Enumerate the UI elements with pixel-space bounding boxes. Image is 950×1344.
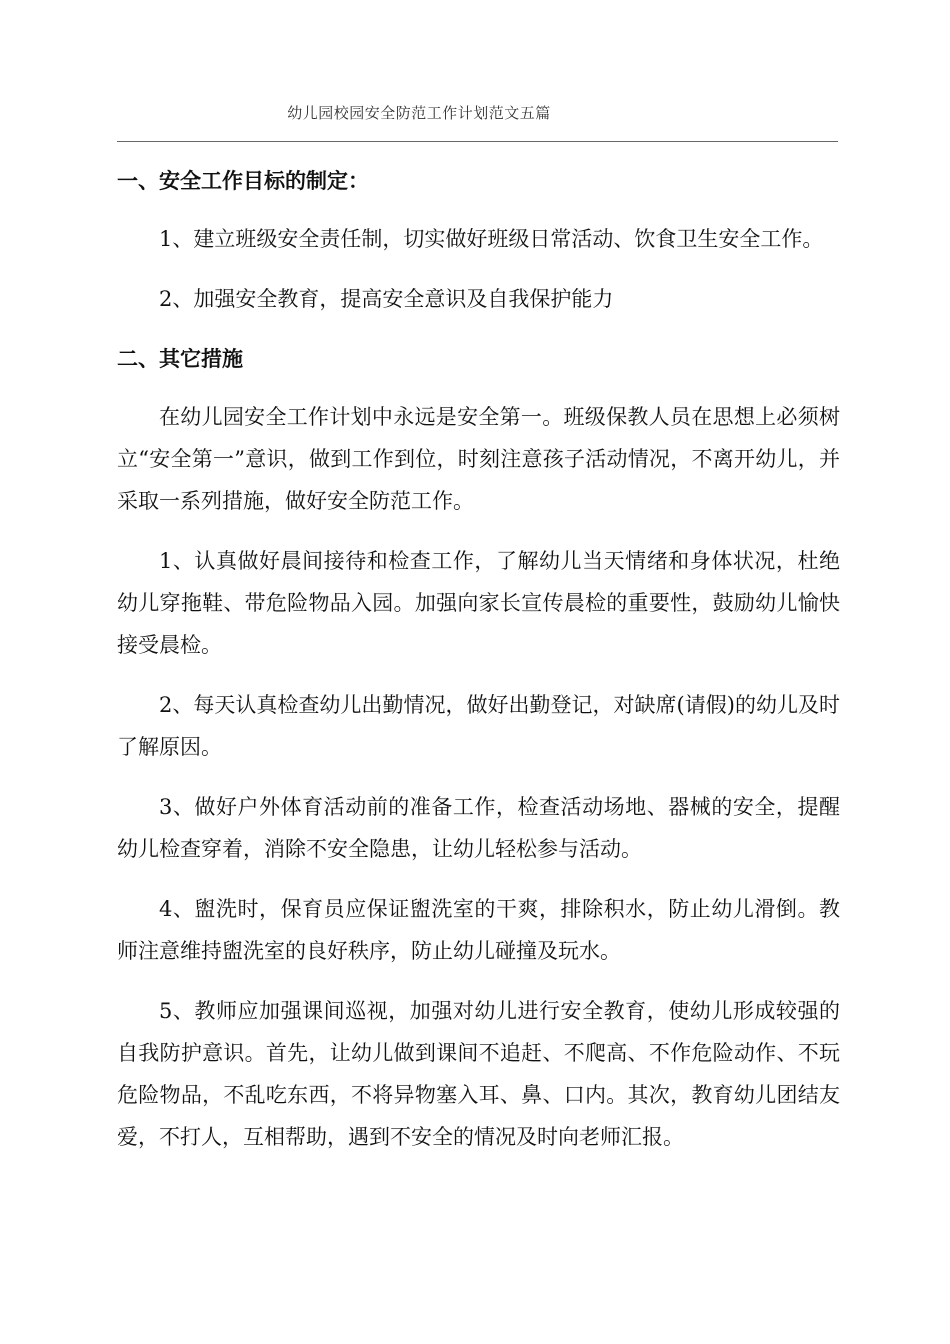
- header-divider: [117, 141, 838, 142]
- section-heading-goals: 一、安全工作目标的制定：: [117, 168, 369, 193]
- paragraph-measure-3: 3、做好户外体育活动前的准备工作，检查活动场地、器械的安全，提醒幼儿检查穿着，消除不安全隐患，让幼儿轻松参与活动。: [117, 795, 840, 861]
- paragraph-measure-2: 2、每天认真检查幼儿出勤情况，做好出勤登记，对缺席(请假)的幼儿及时了解原因。: [117, 693, 840, 759]
- paragraph-goal-2: 2、加强安全教育，提高安全意识及自我保护能力: [159, 287, 614, 311]
- paragraph-measure-5: 5、教师应加强课间巡视，加强对幼儿进行安全教育，使幼儿形成较强的自我防护意识。首先，让幼儿做到课间不追赶、不爬高、不作危险动作、不玩危险物品，不乱吃东西，不将异物塞入耳、鼻、口内。其次，教育幼儿团结友爱，不打人，互相帮助，遇到不安全的情况及时向老师汇报。: [117, 999, 840, 1149]
- section-heading-measures: 二、其它措施: [117, 346, 243, 371]
- document-body: [117, 160, 840, 1158]
- paragraph-measures-intro: 在幼儿园安全工作计划中永远是安全第一。班级保教人员在思想上必须树立“安全第一”意识，做到工作到位，时刻注意孩子活动情况，不离开幼儿，并采取一系列措施，做好安全防范工作。: [117, 405, 840, 513]
- paragraph-goal-1: 1、建立班级安全责任制，切实做好班级日常活动、饮食卫生安全工作。: [159, 227, 824, 251]
- paragraph-measure-4: 4、盥洗时，保育员应保证盥洗室的干爽，排除积水，防止幼儿滑倒。教师注意维持盥洗室的良好秩序，防止幼儿碰撞及玩水。: [117, 897, 840, 963]
- page-header-title: 幼儿园校园安全防范工作计划范文五篇: [287, 104, 551, 122]
- paragraph-measure-1: 1、认真做好晨间接待和检查工作，了解幼儿当天情绪和身体状况，杜绝幼儿穿拖鞋、带危险物品入园。加强向家长宣传晨检的重要性，鼓励幼儿愉快接受晨检。: [117, 549, 840, 657]
